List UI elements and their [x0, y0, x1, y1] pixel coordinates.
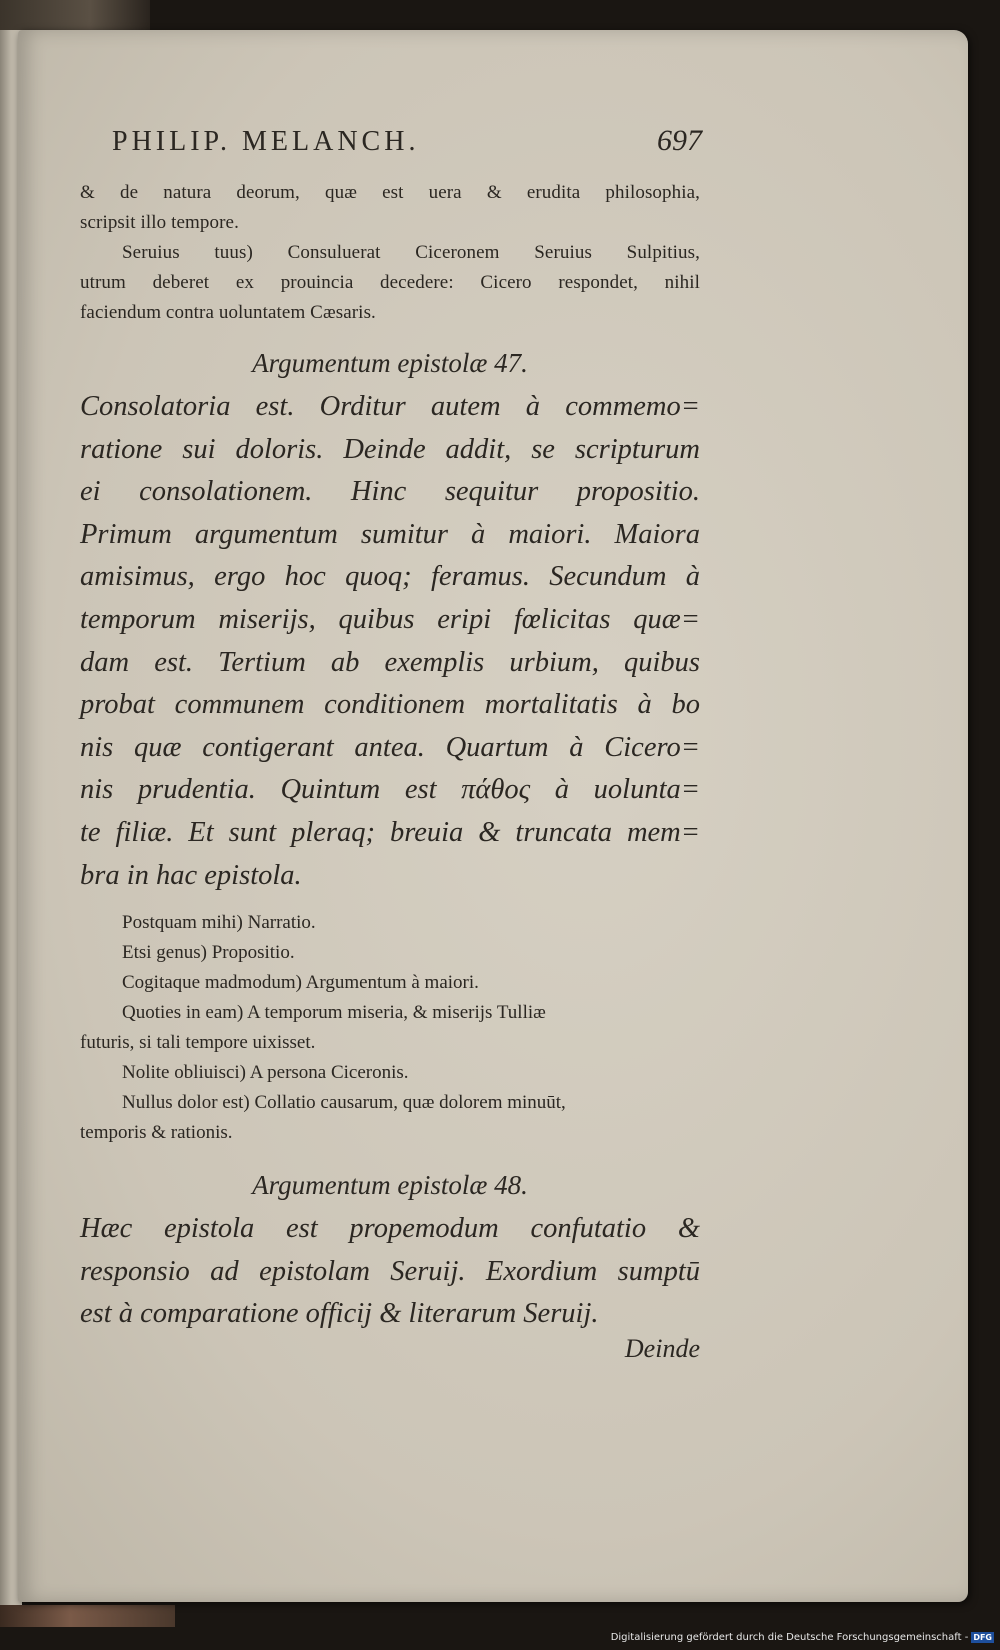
text-line: responsio ad epistolam Seruij. Exordium sumptū	[80, 1255, 700, 1287]
text-line: Consolatoria est. Orditur autem à commemo=	[80, 391, 700, 422]
text-line: bra in hac epistola.	[80, 859, 302, 891]
text-line: Primum argumentum sumitur à maiori. Maiora	[80, 518, 700, 550]
binding-bottom-edge	[0, 1605, 175, 1627]
credit-text: Digitalisierung gefördert durch die Deutsche Forschungsgemeinschaft -	[610, 1632, 969, 1643]
text-line: & de natura deorum, quæ est uera & erudita philosophia,	[80, 182, 700, 203]
text-line: faciendum contra uoluntatem Cæsaris.	[80, 302, 376, 323]
text-line: dam est. Tertium ab exemplis urbium, quibus	[80, 646, 700, 678]
text-line: ratione sui doloris. Deinde addit, se scripturum	[80, 433, 700, 465]
note-line: Cogitaque madmodum) Argumentum à maiori.	[122, 972, 479, 993]
text-line: amisimus, ergo hoc quoq; feramus. Secundum à	[80, 561, 700, 593]
text-line: te filiæ. Et sunt pleraq; breuia & truncata mem=	[80, 816, 700, 848]
binding-top-edge	[0, 0, 150, 32]
section-47-body	[80, 386, 700, 897]
text-line: est à comparatione officij & literarum Seruij.	[80, 1298, 599, 1330]
note-line: temporis & rationis.	[80, 1122, 233, 1143]
text-line: temporum miserijs, quibus eripi fœlicitas quæ=	[80, 603, 700, 635]
note-line: Nolite obliuisci) A persona Ciceronis.	[122, 1062, 409, 1083]
note-line: Quoties in eam) A temporum miseria, & miserijs Tulliæ	[122, 1002, 546, 1023]
section-47-notes	[80, 908, 700, 1148]
section-heading-48: Argumentum epistolæ 48.	[252, 1170, 528, 1200]
note-line: Nullus dolor est) Collatio causarum, quæ dolorem minuūt,	[122, 1092, 566, 1113]
text-line: Hæc epistola est propemodum confutatio &	[80, 1213, 700, 1244]
note-line: Postquam mihi) Narratio.	[122, 912, 316, 933]
section-48-body	[80, 1208, 700, 1336]
page-number: 697	[657, 124, 702, 157]
digitization-credit	[611, 1632, 994, 1643]
page-header	[112, 126, 702, 166]
text-line: utrum deberet ex prouincia decedere: Cicero respondet, nihil	[80, 272, 700, 293]
text-line: scripsit illo tempore.	[80, 212, 239, 233]
text-line: probat communem conditionem mortalitatis à bo	[80, 689, 700, 721]
note-line: futuris, si tali tempore uixisset.	[80, 1032, 316, 1053]
section-heading-47: Argumentum epistolæ 47.	[252, 348, 528, 378]
text-line: nis prudentia. Quintum est πάθος à uolunta=	[80, 774, 700, 806]
running-head: PHILIP. MELANCH.	[112, 126, 420, 157]
dfg-logo-icon: DFG	[973, 1633, 992, 1642]
text-line: ei consolationem. Hinc sequitur propositio.	[80, 476, 700, 508]
note-line: Etsi genus) Propositio.	[122, 942, 295, 963]
catchword: Deinde	[624, 1334, 700, 1363]
text-line: nis quæ contigerant antea. Quartum à Cicero=	[80, 731, 700, 763]
intro-paragraph-2	[80, 238, 700, 328]
text-line: Seruius tuus) Consuluerat Ciceronem Seruius Sulpitius,	[122, 242, 700, 263]
intro-paragraph-1	[80, 178, 700, 238]
